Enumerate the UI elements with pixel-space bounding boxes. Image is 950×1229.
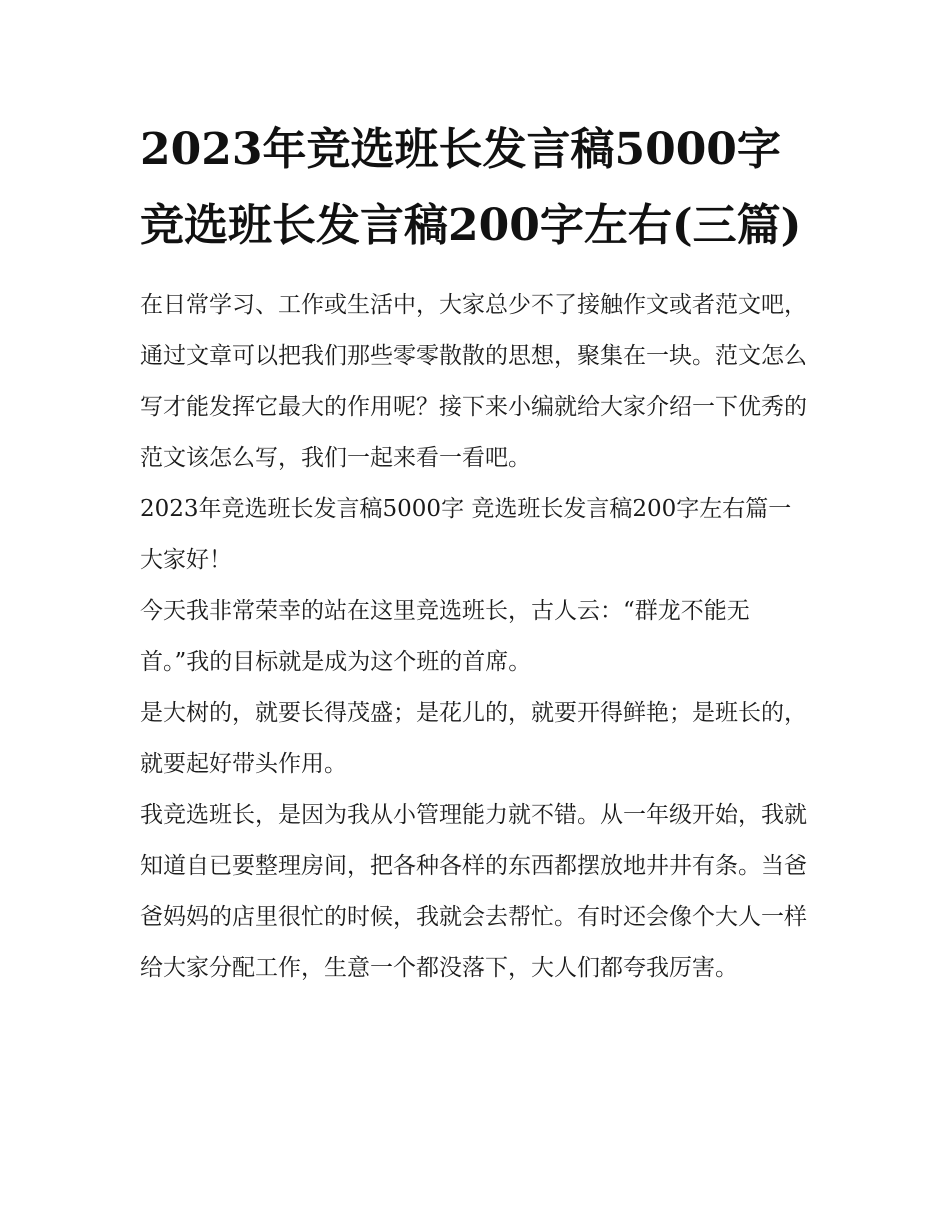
document-content [140, 112, 812, 994]
body-paragraph: 是大树的，就要长得茂盛；是花儿的，就要开得鲜艳；是班长的，就要起好带头作用。 [140, 700, 807, 777]
intro-paragraph: 在日常学习、工作或生活中，大家总少不了接触作文或者范文吧，通过文章可以把我们那些零零散散的思想，聚集在一块。范文怎么写才能发挥它最大的作用呢？接下来小编就给大家介绍一下优秀的范文该怎么写，我们一起来看一看吧。 [140, 292, 807, 471]
body-paragraph: 我竞选班长，是因为我从小管理能力就不错。从一年级开始，我就知道自已要整理房间，把各种各样的东西都摆放地井井有条。当爸爸妈妈的店里很忙的时候，我就会去帮忙。有时还会像个大人一样给大家分配工作，生意一个都没落下，大人们都夸我厉害。 [140, 802, 807, 981]
body-paragraph: 今天我非常荣幸的站在这里竞选班长，古人云：“群龙不能无首。”我的目标就是成为这个班的首席。 [140, 598, 750, 675]
section-heading-paragraph: 2023年竞选班长发言稿5000字 竞选班长发言稿200字左右篇一 大家好！ [140, 496, 792, 573]
document-title: 2023年竞选班长发言稿5000字 竞选班长发言稿200字左右(三篇) [140, 124, 802, 251]
